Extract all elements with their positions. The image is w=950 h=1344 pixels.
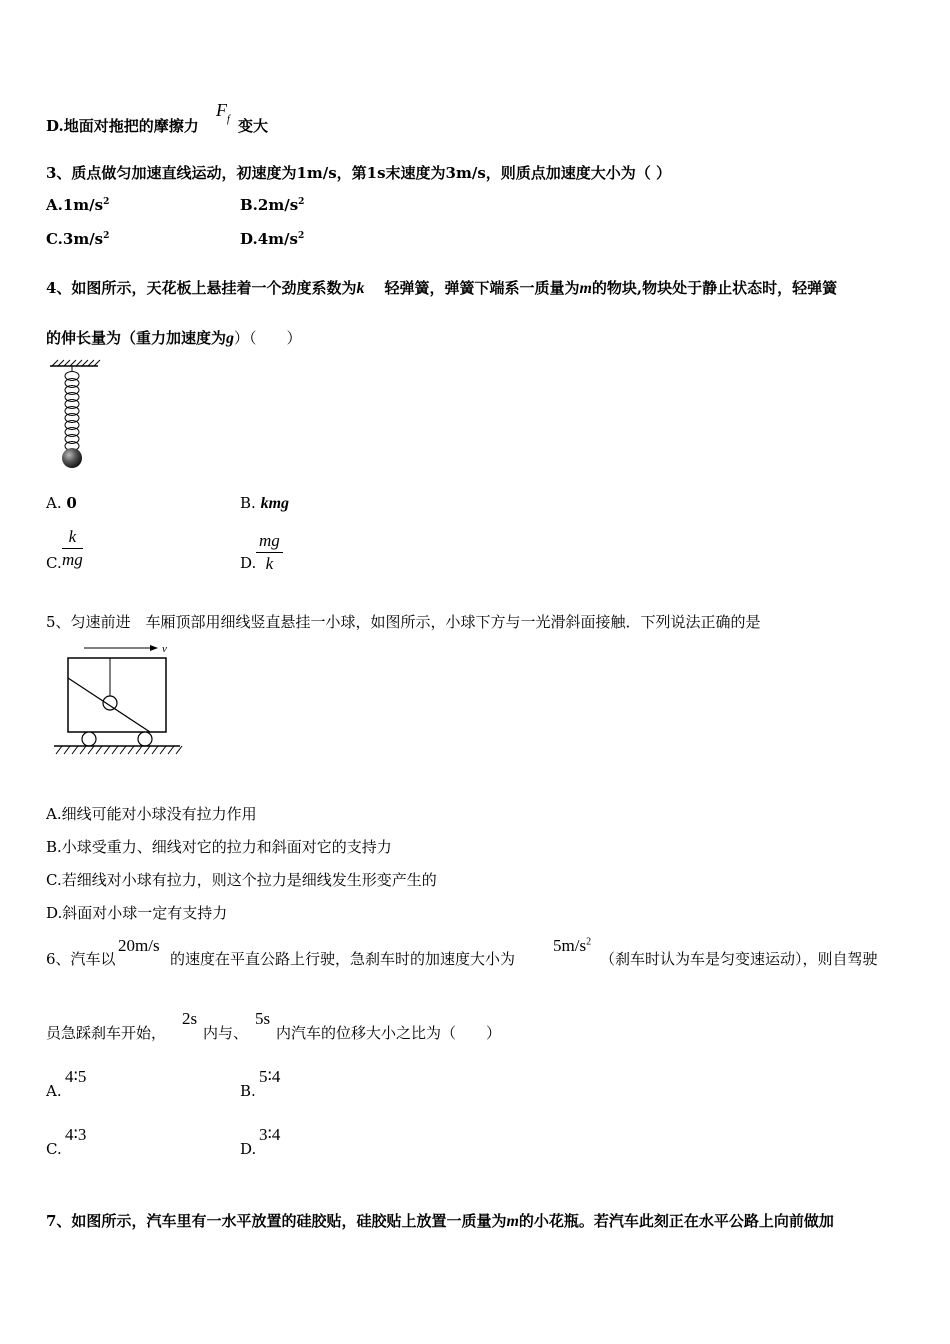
- ball: [62, 448, 82, 468]
- q3-option-d: $D.4m/s^2$: [240, 230, 305, 248]
- q6-option-c-label: C.: [46, 1140, 62, 1158]
- q6-speed: 20m/s: [118, 936, 160, 955]
- q4-option-b: B. kmg: [240, 494, 290, 512]
- q6-stem-b: 的速度在平直公路上行驶，急刹车时的加速度大小为: [170, 950, 516, 968]
- q3-option-c: $C.3m/s^2$: [46, 230, 110, 248]
- q6-line2-a: 员急踩刹车开始，: [46, 1024, 167, 1042]
- q6-t2: 5s: [255, 1009, 271, 1028]
- q7-stem: 7、如图所示，汽车里有一水平放置的硅胶贴，硅胶贴上放置一质量为m的小花瓶。若汽车此刻正在水平公路上向前做加: [46, 1212, 834, 1230]
- q2-option-d: D.地面对拖把的摩擦力: [46, 117, 199, 135]
- cart-figure: [50, 642, 190, 762]
- velocity-label: v: [162, 643, 167, 655]
- q6-line2-c: 内汽车的位移大小之比为（ ）: [276, 1024, 502, 1042]
- spring-figure: [46, 358, 106, 473]
- q4-stem-line2: 的伸长量为（重力加速度为g）（ ）: [46, 329, 302, 347]
- q5-option-b: B.小球受重力、细线对它的拉力和斜面对它的支持力: [46, 838, 392, 856]
- q6-option-a-label: A.: [46, 1082, 62, 1100]
- q5-stem: 5、匀速前进 车厢顶部用细线竖直悬挂一小球，如图所示，小球下方与一光滑斜面接触．下列说法正确的是: [46, 613, 761, 631]
- q4-stem-line1: 4、如图所示，天花板上悬挂着一个劲度系数为k 轻弹簧，弹簧下端系一质量为m的物块,物块处于静止状态时，轻弹簧: [46, 279, 838, 297]
- q6-t1: 2s: [182, 1009, 198, 1028]
- q5-option-a: A.细线可能对小球没有拉力作用: [46, 805, 257, 823]
- q6-option-b-value: 5∶4: [259, 1067, 281, 1086]
- q4-option-c-label: C.: [46, 554, 62, 572]
- q6-accel: $5m/s^2$: [553, 936, 592, 955]
- q4-option-c-fraction: $\frac{k}{mg}$: [62, 527, 83, 569]
- q4-option-d-fraction: $\frac{mg}{k}$: [256, 530, 283, 575]
- q5-option-d: D.斜面对小球一定有支持力: [46, 904, 228, 922]
- q4-option-d-label: D.: [240, 554, 257, 572]
- q6-line2-b: 内与、: [203, 1024, 249, 1042]
- q6-option-d-value: 3∶4: [259, 1125, 281, 1144]
- q3-option-b: $B.2m/s^2$: [240, 196, 305, 214]
- q2-option-d-suffix: 变大: [238, 117, 269, 135]
- q6-stem-c: （刹车时认为车是匀变速运动），则自驾驶: [600, 950, 878, 968]
- q6-option-d-label: D.: [240, 1140, 257, 1158]
- q6-stem-a: 6、汽车以: [46, 950, 116, 968]
- q6-option-a-value: 4∶5: [65, 1067, 87, 1086]
- q4-option-a: A. 0: [46, 494, 77, 512]
- q2-friction-symbol: $F_f$: [216, 100, 230, 125]
- q3-stem: 3、质点做匀加速直线运动，初速度为1m/s，第1s末速度为3m/s，则质点加速度大小为（ ）: [46, 164, 672, 182]
- q6-option-c-value: 4∶3: [65, 1125, 87, 1144]
- q3-option-a: $A.1m/s^2$: [46, 196, 110, 214]
- q6-option-b-label: B.: [240, 1082, 256, 1100]
- q5-option-c: C.若细线对小球有拉力，则这个拉力是细线发生形变产生的: [46, 871, 437, 889]
